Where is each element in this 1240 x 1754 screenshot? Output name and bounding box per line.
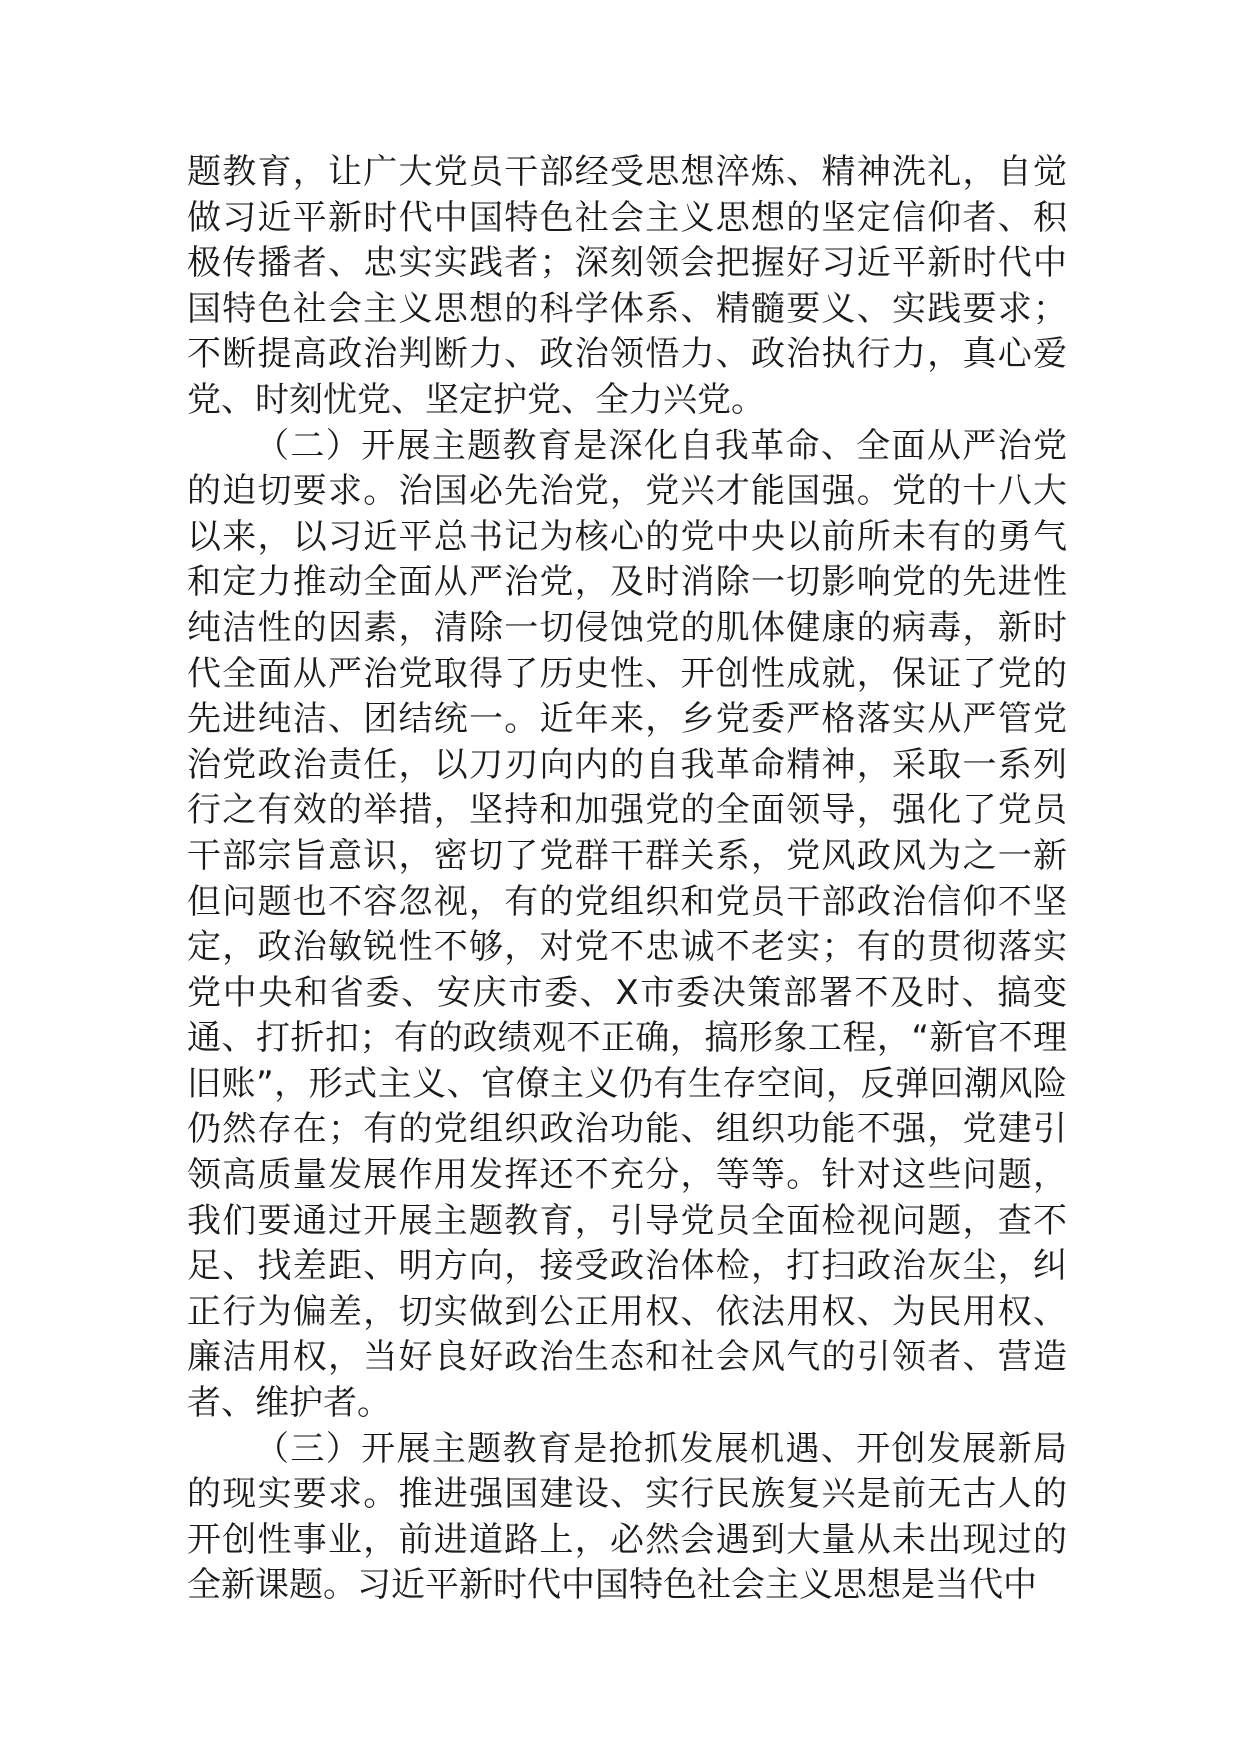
paragraph-1: 题教育，让广大党员干部经受思想淬炼、精神洗礼，自觉做习近平新时代中国特色社会主义思想的坚定信仰者、积极传播者、忠实实践者；深刻领会把握好习近平新时代中国特色社会主义思想的科学体系、精髓要义、实践要求；不断提高政治判断力、政治领悟力、政治执行力，真心爱党、时刻忧党、坚定护党、全力兴党。 — [187, 152, 1067, 420]
paragraph-3: （三）开展主题教育是抢抓发展机遇、开创发展新局的现实要求。推进强国建设、实行民族复兴是前无古人的开创性事业，前进道路上，必然会遇到大量从未出现过的全新课题。习近平新时代中国特色社会主义思想是当代中 — [187, 1428, 1067, 1606]
document-body — [187, 150, 1067, 1609]
paragraph-2: （二）开展主题教育是深化自我革命、全面从严治党的迫切要求。治国必先治党，党兴才能国强。党的十八大以来，以习近平总书记为核心的党中央以前所未有的勇气和定力推动全面从严治党，及时消除一切影响党的先进性纯洁性的因素，清除一切侵蚀党的肌体健康的病毒，新时代全面从严治党取得了历史性、开创性成就，保证了党的先进纯洁、团结统一。近年来，乡党委严格落实从严管党治党政治责任，以刀刃向内的自我革命精神，采取一系列行之有效的举措，坚持和加强党的全面领导，强化了党员干部宗旨意识，密切了党群干群关系，党风政风为之一新但问题也不容忽视，有的党组织和党员干部政治信仰不坚定，政治敏锐性不够，对党不忠诚不老实；有的贯彻落实党中央和省委、安庆市委、X市委决策部署不及时、搞变通、打折扣；有的政绩观不正确，搞形象工程，“新官不理旧账”，形式主义、官僚主义仍有生存空间，反弹回潮风险仍然存在；有的党组织政治功能、组织功能不强，党建引领高质量发展作用发挥还不充分，等等。针对这些问题，我们要通过开展主题教育，引导党员全面检视问题，查不足、找差距、明方向，接受政治体检，打扫政治灰尘，纠正行为偏差，切实做到公正用权、依法用权、为民用权、廉洁用权，当好良好政治生态和社会风气的引领者、营造者、维护者。 — [187, 425, 1067, 1424]
